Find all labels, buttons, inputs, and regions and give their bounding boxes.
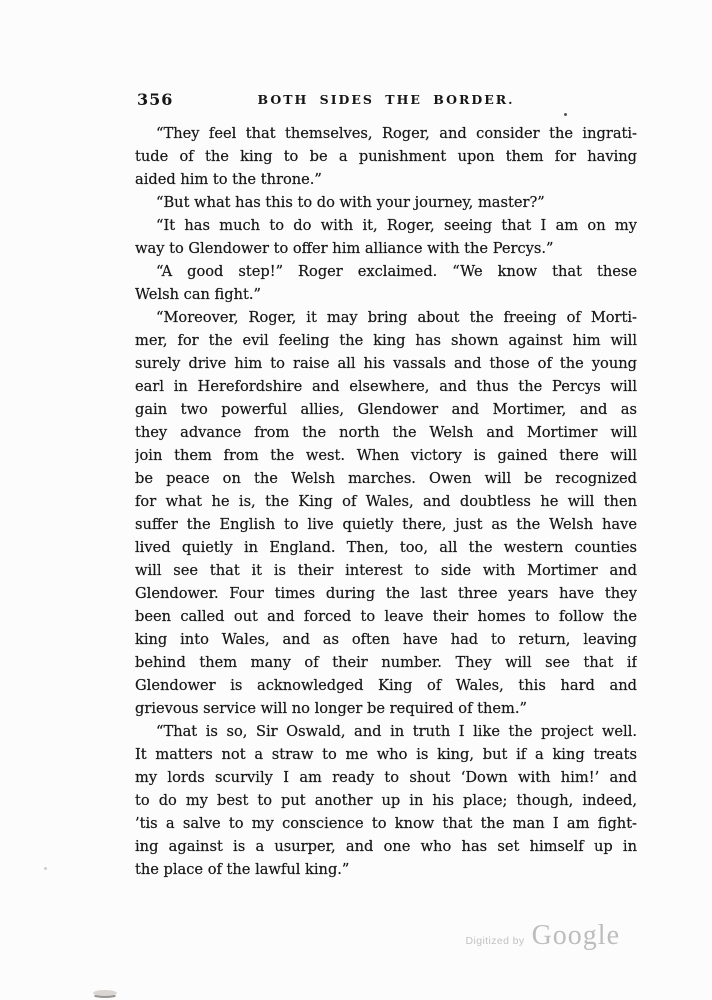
text-line: will see that it is their interest to side with Mortimer and	[135, 562, 637, 579]
text-line: Glendower. Four times during the last three years have they	[135, 585, 637, 602]
scan-smudge-icon	[93, 990, 117, 996]
running-header	[135, 90, 637, 112]
watermark-prefix: Digitized by	[465, 935, 525, 947]
text-line: lived quietly in England. Then, too, all the western counties	[135, 539, 637, 556]
digitized-watermark	[465, 920, 620, 952]
text-line: ing against is a usurper, and one who has set himself up in	[135, 838, 637, 855]
text-block	[135, 122, 637, 881]
text-line: suffer the English to live quietly there, just as the Welsh have	[135, 516, 637, 533]
text-line: “Moreover, Roger, it may bring about the freeing of Morti-	[156, 309, 637, 326]
text-line: the place of the lawful king.”	[135, 861, 350, 878]
paragraph	[135, 191, 637, 214]
text-line: join them from the west. When victory is gained there will	[135, 447, 637, 464]
text-line: Glendower is acknowledged King of Wales, this hard and	[135, 677, 637, 694]
text-line: they advance from the north the Welsh and Mortimer will	[135, 424, 637, 441]
scan-speck-icon	[44, 867, 47, 870]
text-line: “They feel that themselves, Roger, and consider the ingrati-	[156, 125, 637, 142]
text-line: ’tis a salve to my conscience to know that the man I am fight-	[135, 815, 637, 832]
scan-speck-icon	[564, 113, 567, 116]
text-line: my lords scurvily I am ready to shout ‘Down with him!’ and	[135, 769, 637, 786]
text-line: “That is so, Sir Oswald, and in truth I like the project well.	[156, 723, 637, 740]
page-number: 356	[137, 90, 174, 109]
text-line: surely drive him to raise all his vassals and those of the young	[135, 355, 637, 372]
paragraph	[135, 260, 637, 306]
text-line: “It has much to do with it, Roger, seeing that I am on my	[156, 217, 637, 234]
text-line: mer, for the evil feeling the king has shown against him will	[135, 332, 637, 349]
text-line: behind them many of their number. They will see that if	[135, 654, 637, 671]
text-line: aided him to the throne.”	[135, 171, 322, 188]
paragraph	[135, 720, 637, 881]
text-line: It matters not a straw to me who is king, but if a king treats	[135, 746, 637, 763]
text-line: earl in Herefordshire and elsewhere, and thus the Percys will	[135, 378, 637, 395]
text-line: Welsh can fight.”	[135, 286, 261, 303]
text-line: king into Wales, and as often have had to return, leaving	[135, 631, 637, 648]
text-line: gain two powerful allies, Glendower and Mortimer, and as	[135, 401, 637, 418]
text-line: to do my best to put another up in his place; though, indeed,	[135, 792, 637, 809]
google-logo: Google	[531, 920, 620, 951]
text-line: be peace on the Welsh marches. Owen will be recognized	[135, 470, 637, 487]
text-line: “But what has this to do with your journey, master?”	[156, 194, 545, 211]
paragraph	[135, 306, 637, 720]
running-title: BOTH SIDES THE BORDER.	[257, 92, 515, 107]
text-line: grievous service will no longer be required of them.”	[135, 700, 527, 717]
text-line: way to Glendower to offer him alliance with the Percys.”	[135, 240, 554, 257]
paragraph	[135, 122, 637, 191]
paragraph	[135, 214, 637, 260]
text-line: tude of the king to be a punishment upon them for having	[135, 148, 637, 165]
text-line: for what he is, the King of Wales, and doubtless he will then	[135, 493, 637, 510]
text-line: been called out and forced to leave their homes to follow the	[135, 608, 637, 625]
text-line: “A good step!” Roger exclaimed. “We know that these	[156, 263, 637, 280]
